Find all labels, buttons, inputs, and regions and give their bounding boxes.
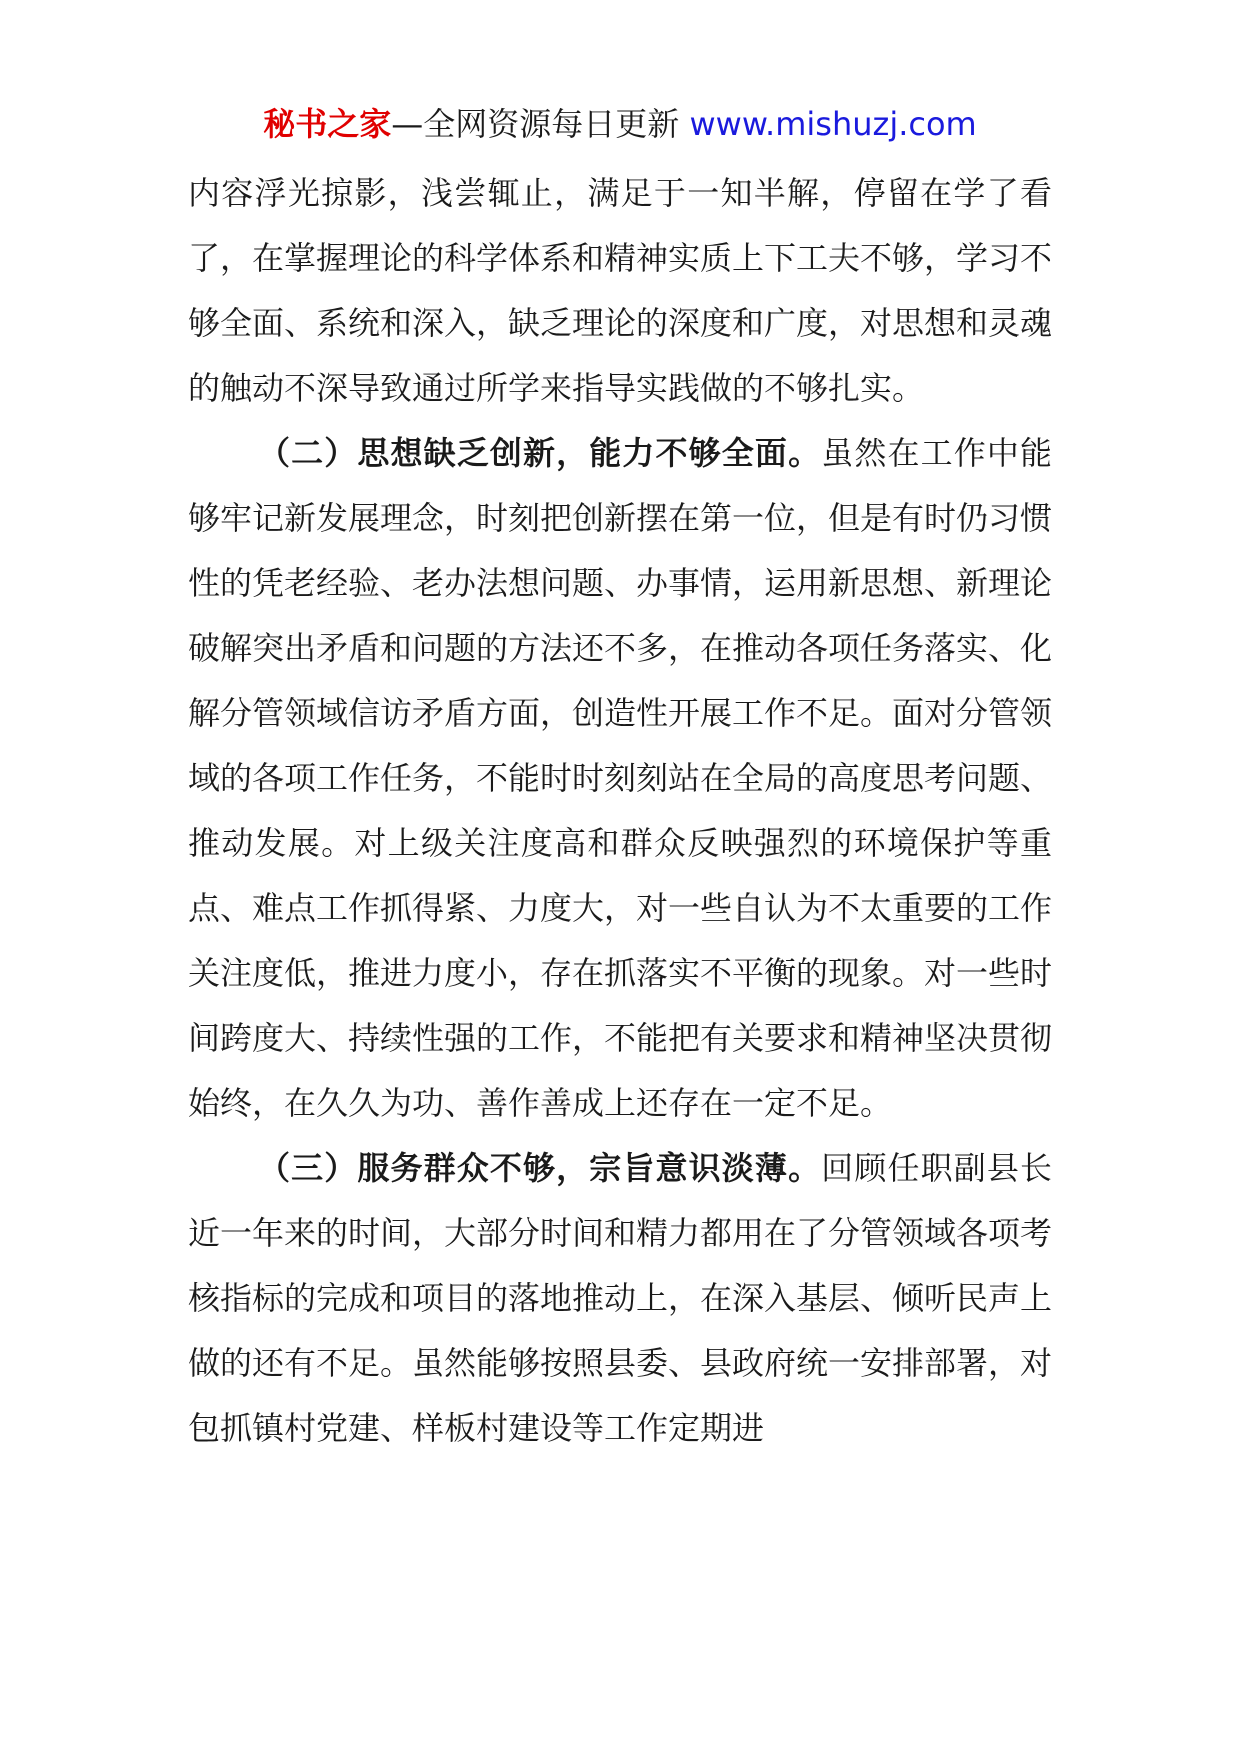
- paragraph-section-2: [188, 421, 1052, 1136]
- site-watermark-header: [0, 100, 1240, 148]
- section-heading: （三）服务群众不够，宗旨意识淡薄。: [258, 1149, 822, 1187]
- brand-name: 秘书之家: [263, 105, 392, 143]
- header-tagline: —全网资源每日更新: [391, 105, 690, 143]
- paragraph-text: 内容浮光掠影，浅尝辄止，满足于一知半解，停留在学了看了，在掌握理论的科学体系和精神实质上下工夫不够，学习不够全面、系统和深入，缺乏理论的深度和广度，对思想和灵魂的触动不深导致通过所学来指导实践做的不够扎实。: [188, 174, 1053, 407]
- document-body: [188, 161, 1052, 1461]
- site-url-link[interactable]: www.mishuzj.com: [689, 105, 977, 143]
- paragraph-text: 回顾任职副县长近一年来的时间，大部分时间和精力都用在了分管领域各项考核指标的完成和项目的落地推动上，在深入基层、倾听民声上做的还有不足。虽然能够按照县委、县政府统一安排部署，对包抓镇村党建、样板村建设等工作定期进: [188, 1149, 1053, 1447]
- paragraph-section-3: [188, 1136, 1052, 1461]
- section-heading: （二）思想缺乏创新，能力不够全面。: [258, 434, 822, 472]
- paragraph-text: 虽然在工作中能够牢记新发展理念，时刻把创新摆在第一位，但是有时仍习惯性的凭老经验、老办法想问题、办事情，运用新思想、新理论破解突出矛盾和问题的方法还不多，在推动各项任务落实、化解分管领域信访矛盾方面，创造性开展工作不足。面对分管领域的各项工作任务，不能时时刻刻站在全局的高度思考问题、推动发展。对上级关注度高和群众反映强烈的环境保护等重点、难点工作抓得紧、力度大，对一些自认为不太重要的工作关注度低，推进力度小，存在抓落实不平衡的现象。对一些时间跨度大、持续性强的工作，不能把有关要求和精神坚决贯彻始终，在久久为功、善作善成上还存在一定不足。: [188, 434, 1053, 1122]
- paragraph-continuation: [188, 161, 1052, 421]
